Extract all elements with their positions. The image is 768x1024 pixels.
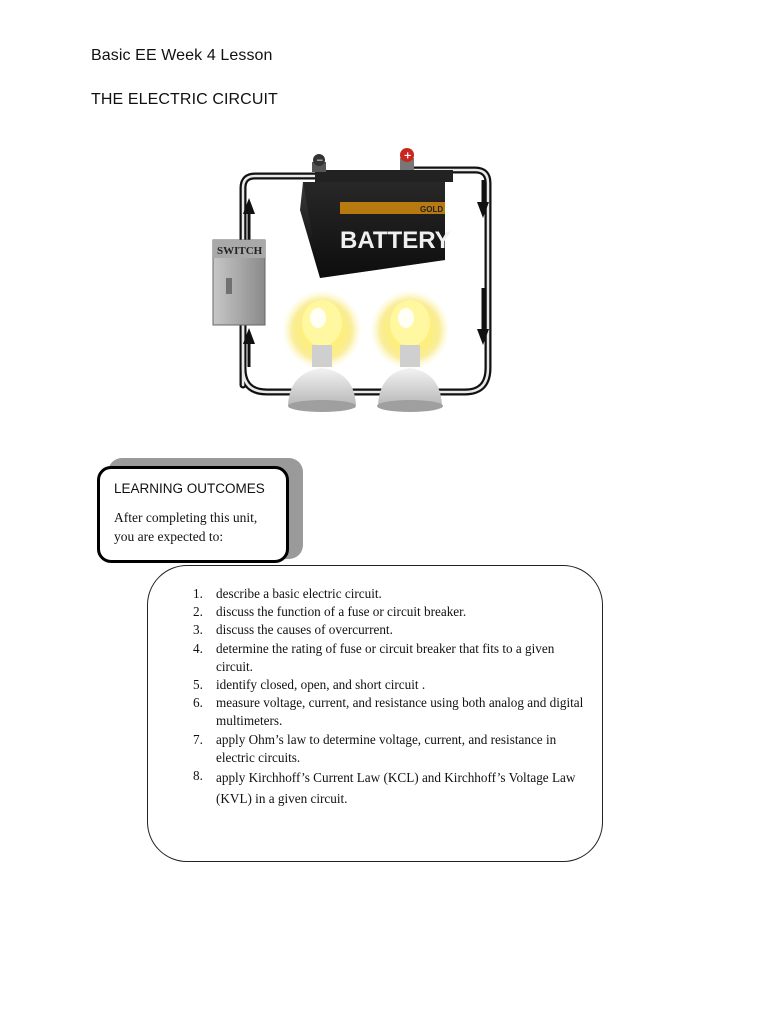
list-item: 5. identify closed, open, and short circuit . [193,677,426,693]
list-item: 8. apply Kirchhoff’s Current Law (KCL) and Kirchhoff’s Voltage Law (KVL) in a given circuit. [193,768,576,807]
course-header: Basic EE Week 4 Lesson [91,47,273,64]
list-item: 1. describe a basic electric circuit. [193,586,382,601]
learning-outcomes-title: LEARNING OUTCOMES [114,481,265,496]
list-item: 2. discuss the function of a fuse or circuit breaker. [193,604,467,620]
learning-outcomes-intro: After completing this unit, you are expected to: [114,510,258,544]
switch-label: SWITCH [217,245,263,257]
battery-brand: GOLD [420,205,444,214]
list-item: 4. determine the rating of fuse or circuit breaker that fits to a given circuit. [193,640,555,674]
circuit-illustration [200,140,510,425]
switch-box [213,240,265,325]
negative-terminal: − [316,156,324,166]
positive-terminal: + [403,150,412,162]
list-item: 3. discuss the causes of overcurrent. [193,622,393,638]
section-title: THE ELECTRIC CIRCUIT [91,91,278,108]
learning-outcomes-callout [97,466,289,563]
light-bulb-right [370,290,450,412]
outcomes-list [193,585,588,809]
battery-label: BATTERY [340,227,451,254]
list-item: 7. apply Ohm’s law to determine voltage, current, and resistance in electric circuits. [193,731,557,765]
light-bulb-left [282,290,362,412]
list-item: 6. measure voltage, current, and resistance using both analog and digital multimeters. [193,695,584,729]
